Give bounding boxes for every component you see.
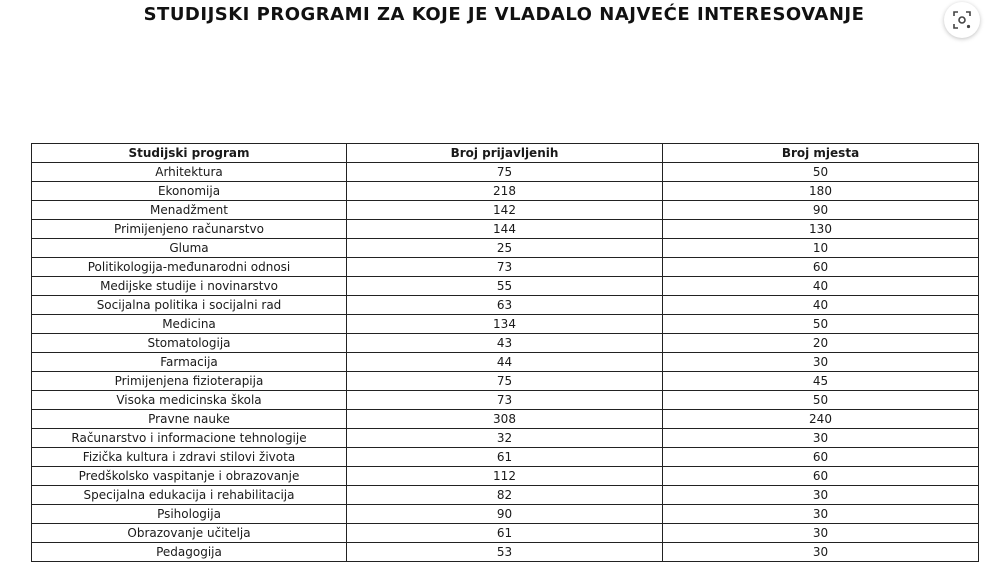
table-header-row — [32, 144, 979, 163]
program-cell: Predškolsko vaspitanje i obrazovanje — [32, 467, 347, 486]
program-cell: Primijenjeno računarstvo — [32, 220, 347, 239]
places-cell: 180 — [663, 182, 979, 201]
places-cell: 60 — [663, 258, 979, 277]
applicants-cell: 134 — [347, 315, 663, 334]
places-cell: 10 — [663, 239, 979, 258]
places-cell: 50 — [663, 163, 979, 182]
applicants-cell: 112 — [347, 467, 663, 486]
applicants-cell: 218 — [347, 182, 663, 201]
applicants-cell: 90 — [347, 505, 663, 524]
applicants-cell: 308 — [347, 410, 663, 429]
table-row — [32, 391, 979, 410]
applicants-cell: 144 — [347, 220, 663, 239]
places-cell: 40 — [663, 277, 979, 296]
applicants-cell: 43 — [347, 334, 663, 353]
applicants-cell: 75 — [347, 163, 663, 182]
table-row — [32, 543, 979, 562]
table-row — [32, 410, 979, 429]
table-row — [32, 353, 979, 372]
applicants-cell: 55 — [347, 277, 663, 296]
applicants-cell: 32 — [347, 429, 663, 448]
programs-table — [31, 143, 979, 562]
places-cell: 60 — [663, 467, 979, 486]
program-cell: Psihologija — [32, 505, 347, 524]
lens-search-button[interactable] — [944, 2, 980, 38]
table-row — [32, 163, 979, 182]
table-row — [32, 315, 979, 334]
table-row — [32, 220, 979, 239]
places-cell: 60 — [663, 448, 979, 467]
applicants-cell: 61 — [347, 524, 663, 543]
program-cell: Politikologija-međunarodni odnosi — [32, 258, 347, 277]
table-row — [32, 239, 979, 258]
table-row — [32, 182, 979, 201]
table-row — [32, 448, 979, 467]
table-row — [32, 258, 979, 277]
page-title: STUDIJSKI PROGRAMI ZA KOJE JE VLADALO NAJVEĆE INTERESOVANJE — [143, 4, 865, 25]
program-cell: Ekonomija — [32, 182, 347, 201]
table-row — [32, 277, 979, 296]
table-row — [32, 201, 979, 220]
program-cell: Obrazovanje učitelja — [32, 524, 347, 543]
program-cell: Fizička kultura i zdravi stilovi života — [32, 448, 347, 467]
column-header-places: Broj mjesta — [663, 144, 979, 163]
places-cell: 30 — [663, 486, 979, 505]
places-cell: 30 — [663, 543, 979, 562]
program-cell: Stomatologija — [32, 334, 347, 353]
places-cell: 30 — [663, 353, 979, 372]
program-cell: Računarstvo i informacione tehnologije — [32, 429, 347, 448]
program-cell: Menadžment — [32, 201, 347, 220]
program-cell: Socijalna politika i socijalni rad — [32, 296, 347, 315]
table-row — [32, 486, 979, 505]
places-cell: 50 — [663, 315, 979, 334]
places-cell: 240 — [663, 410, 979, 429]
table-row — [32, 429, 979, 448]
places-cell: 20 — [663, 334, 979, 353]
table-row — [32, 505, 979, 524]
program-cell: Farmacija — [32, 353, 347, 372]
table-row — [32, 296, 979, 315]
column-header-program: Studijski program — [32, 144, 347, 163]
program-cell: Specijalna edukacija i rehabilitacija — [32, 486, 347, 505]
places-cell: 30 — [663, 505, 979, 524]
program-cell: Gluma — [32, 239, 347, 258]
applicants-cell: 82 — [347, 486, 663, 505]
places-cell: 50 — [663, 391, 979, 410]
program-cell: Arhitektura — [32, 163, 347, 182]
places-cell: 90 — [663, 201, 979, 220]
program-cell: Pedagogija — [32, 543, 347, 562]
applicants-cell: 25 — [347, 239, 663, 258]
program-cell: Pravne nauke — [32, 410, 347, 429]
program-cell: Primijenjena fizioterapija — [32, 372, 347, 391]
applicants-cell: 73 — [347, 391, 663, 410]
lens-search-icon — [952, 10, 972, 30]
table-row — [32, 524, 979, 543]
applicants-cell: 44 — [347, 353, 663, 372]
table-row — [32, 467, 979, 486]
program-cell: Medijske studije i novinarstvo — [32, 277, 347, 296]
places-cell: 40 — [663, 296, 979, 315]
places-cell: 45 — [663, 372, 979, 391]
table-row — [32, 372, 979, 391]
applicants-cell: 63 — [347, 296, 663, 315]
applicants-cell: 53 — [347, 543, 663, 562]
places-cell: 30 — [663, 524, 979, 543]
table-row — [32, 334, 979, 353]
program-cell: Visoka medicinska škola — [32, 391, 347, 410]
places-cell: 30 — [663, 429, 979, 448]
applicants-cell: 142 — [347, 201, 663, 220]
places-cell: 130 — [663, 220, 979, 239]
applicants-cell: 73 — [347, 258, 663, 277]
program-cell: Medicina — [32, 315, 347, 334]
applicants-cell: 75 — [347, 372, 663, 391]
column-header-applicants: Broj prijavljenih — [347, 144, 663, 163]
applicants-cell: 61 — [347, 448, 663, 467]
